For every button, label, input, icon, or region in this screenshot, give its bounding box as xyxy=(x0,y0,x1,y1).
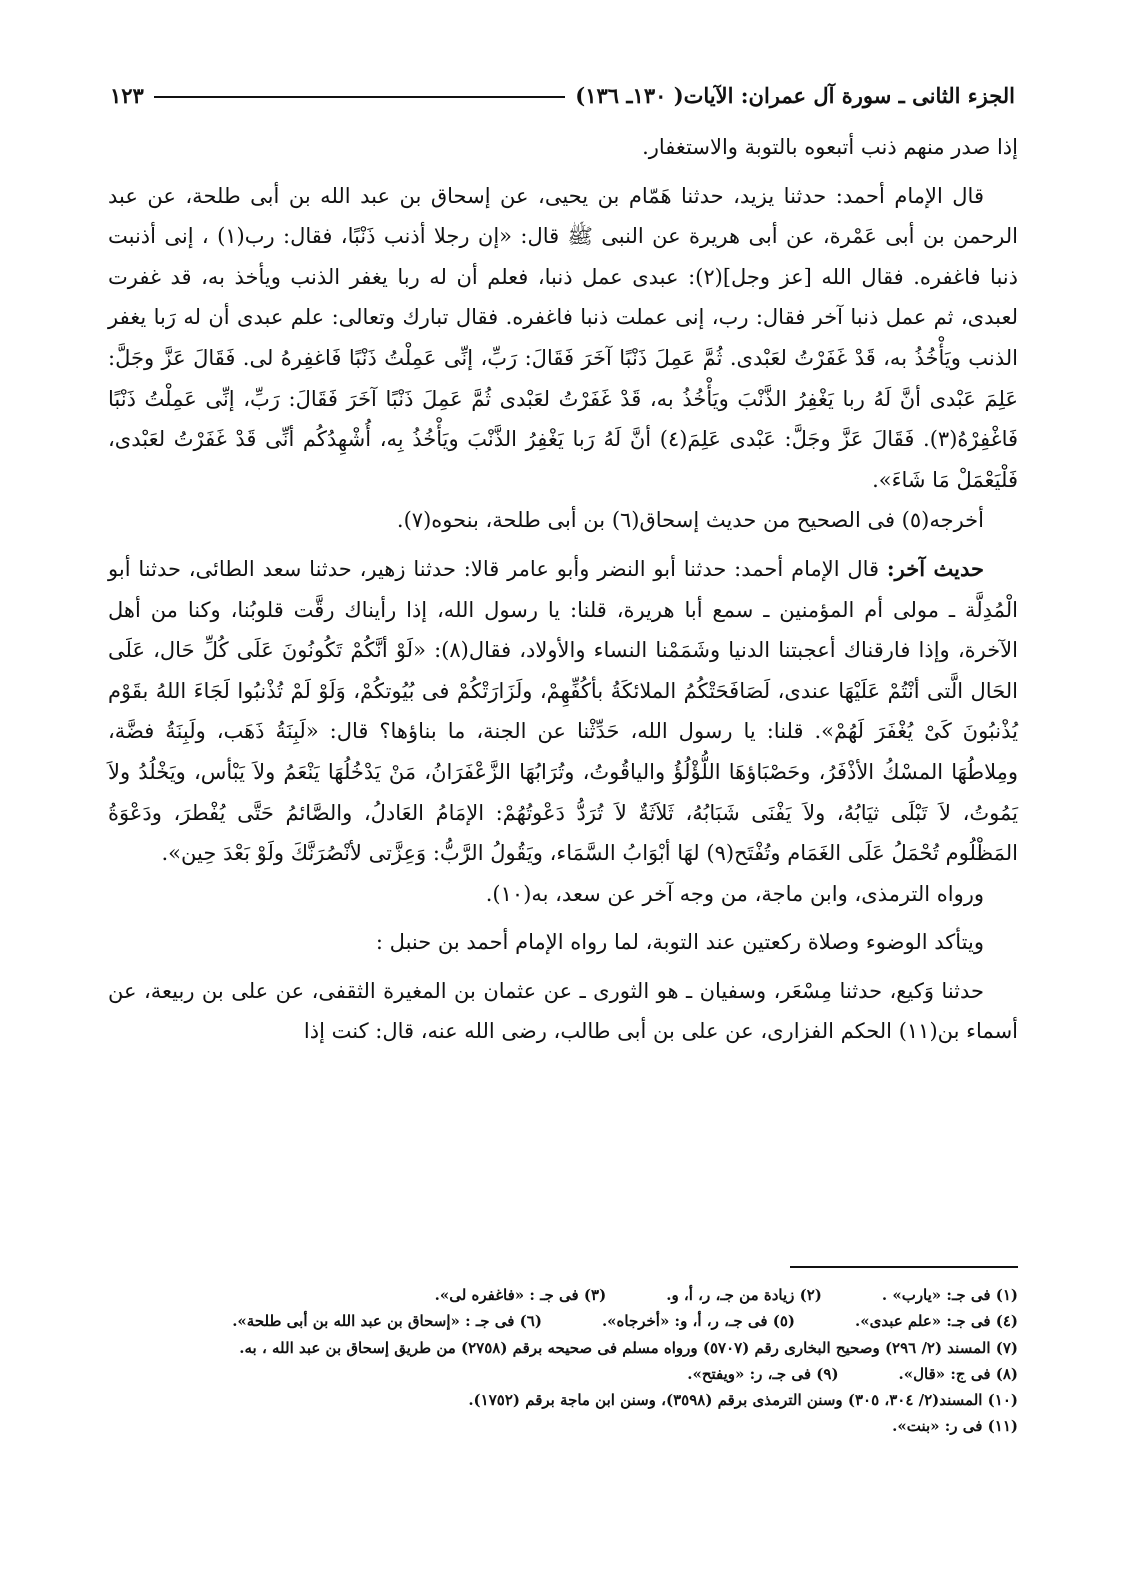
paragraph-1: إذا صدر منهم ذنب أتبعوه بالتوبة والاستغفار. xyxy=(642,135,1018,159)
footnote-3: (٣) فى جـ : «فاغفره لى». xyxy=(434,1286,607,1304)
footnote-10: (١٠) المسند(٢/ ٣٠٤، ٣٠٥) وسنن الترمذى برقم (٣٥٩٨)، وسنن ابن ماجة برقم (١٧٥٢). xyxy=(468,1391,1018,1410)
paragraph-5: ورواه الترمذى، وابن ماجة، من وجه آخر عن سعد، به(١٠). xyxy=(485,881,984,906)
running-title: الجزء الثانى ـ سورة آل عمران: الآيات( ١٣٠ـ ١٣٦) xyxy=(575,82,1015,108)
paragraph-3: أخرجه(٥) فى الصحيح من حديث إسحاق(٦) بن أبى طلحة، بنحوه(٧). xyxy=(396,508,984,533)
page-number: ١٢٣ xyxy=(110,82,144,108)
footnote-row xyxy=(108,1361,1018,1387)
footnote-9: (٩) فى جـ، ر: «ويفتح». xyxy=(687,1364,839,1383)
page-header xyxy=(110,78,1015,112)
header-rule xyxy=(154,96,565,98)
paragraph-7: حدثنا وَكيع، حدثنا مِسْعَر، وسفيان ـ هو الثورى ـ عن عثمان بن المغيرة الثقفى، عن على بن ربيعة، عن أسماء بن(١١) الحكم الفزارى، عن على بن أبى طالب، رضى الله عنه، قال: كنت إذا xyxy=(108,978,1018,1044)
paragraph-6: ويتأكد الوضوء وصلاة ركعتين عند التوبة، لما رواه الإمام أحمد بن حنبل : xyxy=(375,930,984,955)
paragraph-2: قال الإمام أحمد: حدثنا يزيد، حدثنا هَمّام بن يحيى، عن إسحاق بن عبد الله بن أبى طلحة، عن عبد الرحمن بن أبى عَمْرة، عن أبى هريرة عن النبى ﷺ قال: «إن رجلا أذنب ذَنْبًا، فقال: رب(١) ، إنى أذنبت ذنبا فاغفره. فقال الله [عز وجل](٢): عبدى عمل ذنبا، فعلم أن له ربا يغفر الذنب ويأخذ به، قد غفرت لعبدى، ثم عمل ذنبا آخر فقال: رب، إنى عملت ذنبا فاغفره. فقال تبارك وتعالى: علم عبدى أن له رَبا يغفر الذنب ويَأْخُذُ به، قَدْ غَفَرْتُ لعَبْدى. ثُمَّ عَمِلَ ذَنْبًا آخَرَ فَقَالَ: رَبِّ، إنِّى عَمِلْتُ ذَنْبًا فَاغفِرهُ لى. فَقَالَ عَزَّ وجَلَّ: عَلِمَ عَبْدى أنَّ لَهُ ربا يَغْفِرُ الذَّنْبَ ويَأْخُذُ به، قَدْ غَفَرْتُ لعَبْدى ثُمَّ عَمِلَ ذَنْبًا آخَرَ فَقَالَ: رَبِّ، إنِّى عَمِلْتُ ذَنْبًا فَاغْفِرْهُ(٣). فَقَالَ عَزَّ وجَلَّ: عَبْدى عَلِمَ(٤) أنَّ لَهُ رَبا يَغْفِرُ الذَّنْبَ ويَأْخُذُ بِه، أُشْهِدُكُم أنِّى قَدْ غَفَرْتُ لعَبْدى، فَلْيَعْمَلْ مَا شَاءَ». xyxy=(108,183,1019,492)
footnote-7: (٧) المسند (٢/ ٢٩٦) وصحيح البخارى رقم (٥٧٠٧) ورواه مسلم فى صحيحه برقم (٢٧٥٨) من طريق إسحاق بن عبد الله ، به. xyxy=(239,1338,1018,1357)
footnote-row xyxy=(108,1308,1018,1334)
section-heading: حديث آخر: xyxy=(886,555,985,581)
footnote-4: (٤) فى جـ: «علم عبدى». xyxy=(855,1312,1018,1331)
footnote-11: (١١) فى ر: «بنت». xyxy=(892,1417,1018,1436)
footnote-2: (٢) زيادة من جـ، ر، أ، و. xyxy=(666,1286,822,1304)
footnote-6: (٦) فى جـ : «إسحاق بن عبد الله بن أبى طلحة». xyxy=(232,1312,542,1331)
main-text xyxy=(108,127,1018,1052)
footnotes xyxy=(108,1282,1018,1440)
footnote-1: (١) فى جـ: «يارب» . xyxy=(881,1286,1018,1304)
footnote-separator xyxy=(790,1266,1018,1268)
footnote-5: (٥) فى جـ، ر، أ، و: «أخرجاه». xyxy=(601,1312,795,1331)
paragraph-4-text: قال الإمام أحمد: حدثنا أبو النضر وأبو عامر قالا: حدثنا زهير، حدثنا سعد الطائى، حدثنا أبو الْمُدِلَّة ـ مولى أم المؤمنين ـ سمع أبا هريرة، قلنا: يا رسول الله، إذا رأيناك رقَّت قلوبُنا، وكنا من أهل الآخرة، وإذا فارقناك أعجبتنا الدنيا وشَمَمْنا النساء والأولاد، فقال(٨): «لَوْ أنَّكُمْ تَكُونُونَ عَلَى كُلِّ حَال، عَلَى الحَال الَّتى أنْتُمْ عَلَيْهَا عندى، لَصَافَحَتْكُمُ الملائكَةُ بأكُفِّهِمْ، ولَزَارَتْكُمْ فى بُيُوتكُمْ، وَلَوْ لَمْ تُذْنبُوا لَجَاءَ اللهُ بقَوْم يُذْنبُونَ كَىْ يُغْفَرَ لَهُمْ». قلنا: يا رسول الله، حَدِّثْنا عن الجنة، ما بناؤها؟ قال: «لَبِنَةُ ذَهَب، ولَبِنَةُ فضَّة، ومِلاطُهَا المسْكُ الأذْفَرُ، وحَصْبَاؤهَا اللُّؤْلُؤُ والياقُوتُ، وتُرَابُهَا الزَّعْفَرَانُ، مَنْ يَدْخُلُهَا يَنْعَمُ ولاَ يَبْأس، ويَخْلُدُ ولاَ يَمُوتُ، لاَ تَبْلَى ثيَابُهُ، ولاَ يَفْنَى شَبَابُهُ، ثَلاَثَةٌ لاَ تُرَدُّ دَعْوتُهُمْ: الإمَامُ العَادلُ، والصَّائمُ حَتَّى يُفْطرَ، ودَعْوَةُ المَظْلُوم تُحْمَلُ عَلَى الغَمَام وتُفْتَح(٩) لهَا أبْوَابُ السَّمَاء، ويَقُولُ الرَّبُّ: وَعِزَّتى لأنْصُرَنَّكَ ولَوْ بَعْدَ حِين». xyxy=(108,556,1018,866)
footnote-row xyxy=(108,1282,1018,1308)
footnote-8: (٨) فى ج: «قال». xyxy=(898,1364,1018,1383)
paragraph-4 xyxy=(108,549,1018,874)
